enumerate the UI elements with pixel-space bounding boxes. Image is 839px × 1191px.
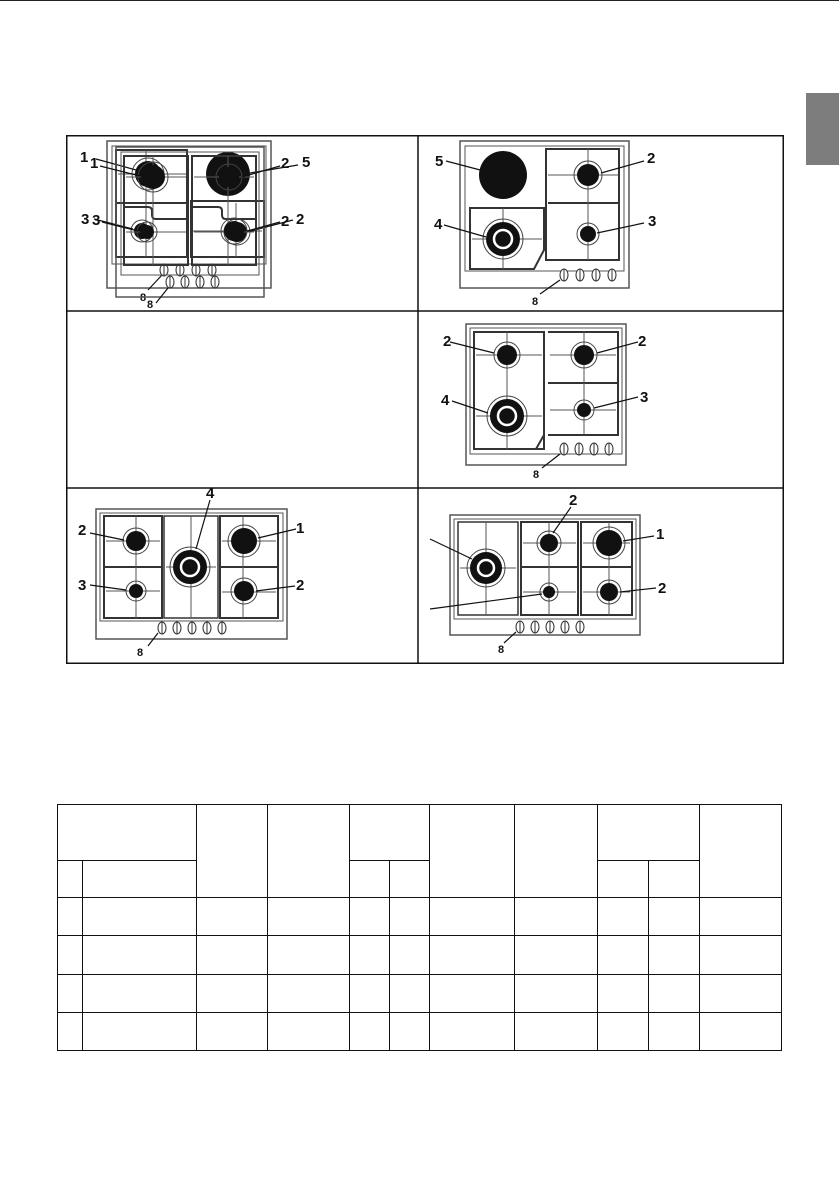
callout-label: 1	[80, 149, 89, 166]
burner-large	[596, 530, 622, 556]
table-subheader-row	[58, 861, 782, 898]
burner-medium	[600, 583, 618, 601]
callout-label: 2	[296, 211, 305, 228]
callout-label: 2	[638, 333, 647, 350]
table-header-cell	[197, 805, 268, 898]
table-row	[58, 1013, 782, 1051]
hob-panel-6	[430, 492, 666, 656]
table-header-cell	[350, 805, 430, 861]
hob-layout-figure	[66, 135, 784, 664]
table-header-cell	[598, 861, 649, 898]
hob-panel-3	[90, 147, 289, 311]
callout-label: 2	[443, 333, 452, 350]
burner-wok	[490, 399, 524, 433]
burner-medium	[234, 581, 254, 601]
burner-wok	[470, 552, 502, 584]
callout-label: 3	[81, 211, 90, 228]
table-header-cell	[598, 805, 700, 861]
table-header-cell	[700, 805, 782, 898]
table-header-cell	[390, 861, 430, 898]
callout-label: 2	[281, 155, 290, 172]
hob-panel-4	[441, 324, 648, 481]
table-header-row	[58, 805, 782, 861]
callout-label: 1	[90, 155, 99, 172]
callout-label: 2	[569, 492, 578, 509]
table-header-cell	[268, 805, 350, 898]
table-header-cell	[58, 861, 83, 898]
callout-label: 2	[78, 522, 87, 539]
table-row	[58, 975, 782, 1013]
burner-small	[543, 586, 555, 598]
callout-label: 1	[296, 520, 305, 537]
electric-plate	[479, 151, 527, 199]
callout-label: 4	[441, 392, 450, 409]
callout-label: 4	[434, 216, 443, 233]
burner-medium	[540, 534, 558, 552]
burner-small	[580, 226, 596, 242]
callout-label: 3	[640, 389, 649, 406]
callout-label: 2	[647, 150, 656, 167]
callout-label: 5	[435, 153, 444, 170]
table-header-cell	[430, 805, 515, 898]
callout-label: 8	[137, 647, 144, 659]
burner-medium	[126, 531, 146, 551]
table-row	[58, 936, 782, 975]
table-header-cell	[515, 805, 598, 898]
burner-wok	[173, 550, 207, 584]
callout-label: 2	[658, 580, 667, 597]
burner-small	[129, 584, 143, 598]
specification-table	[57, 804, 782, 1051]
hob-panel-5	[78, 485, 304, 659]
table-header-cell	[350, 861, 390, 898]
callout-label: 8	[140, 292, 147, 304]
table-header-cell	[649, 861, 700, 898]
callout-label: 8	[533, 469, 540, 481]
callout-label: 3	[648, 213, 657, 230]
callout-label: 4	[206, 485, 215, 502]
callout-label: 5	[302, 154, 311, 171]
hob-panel-2	[434, 141, 656, 308]
burner-large	[141, 165, 165, 189]
callout-label: 8	[532, 296, 539, 308]
callout-label: 1	[656, 526, 665, 543]
callout-label: 2	[296, 577, 305, 594]
table-row	[58, 898, 782, 936]
hob-panel-1	[80, 141, 310, 304]
table-header-cell	[83, 861, 197, 898]
callout-label: 3	[78, 577, 87, 594]
callout-label: 2	[281, 213, 290, 230]
callout-label: 3	[92, 212, 101, 229]
burner-small	[577, 403, 591, 417]
table-header-cell	[58, 805, 197, 861]
figure-border	[67, 136, 784, 664]
burner-medium	[577, 164, 599, 186]
burner-small	[140, 225, 154, 239]
callout-label: 8	[147, 299, 154, 311]
callout-label: 8	[498, 644, 505, 656]
burner-medium	[219, 167, 239, 187]
burner-wok	[486, 222, 520, 256]
section-tab	[806, 93, 839, 165]
burner-large	[231, 528, 257, 554]
burner-medium	[497, 345, 517, 365]
page-top-rule	[0, 0, 839, 1]
burner-medium	[224, 221, 244, 241]
burner-medium	[574, 345, 594, 365]
